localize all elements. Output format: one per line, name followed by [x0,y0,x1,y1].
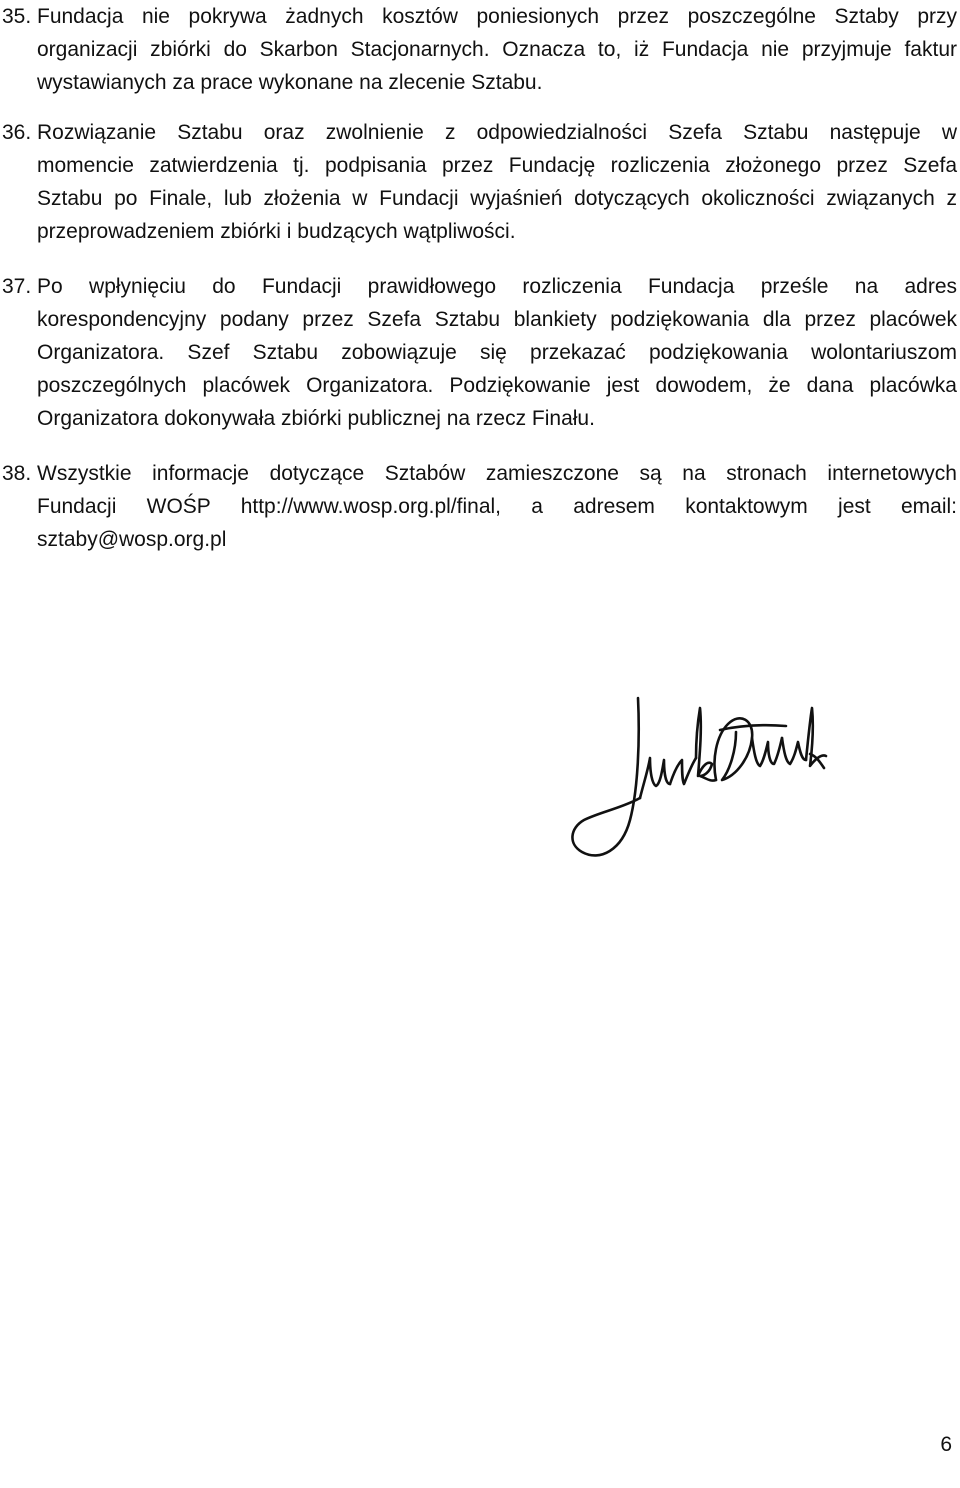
paragraph-number: 36. [2,121,32,144]
text-line: momencie zatwierdzenia tj. podpisania przez Fundację rozliczenia złożonego przez Szefa [37,154,957,177]
text-line: organizacji zbiórki do Skarbon Stacjonarnych. Oznacza to, iż Fundacja nie przyjmuje faktur [37,38,957,61]
paragraph-text [37,116,957,248]
text-line: Wszystkie informacje dotyczące Sztabów zamieszczone są na stronach internetowych [37,462,957,485]
signature-image [560,680,830,870]
text-line: Fundacji WOŚP http://www.wosp.org.pl/final, a adresem kontaktowym jest email: [37,495,957,518]
text-line: Rozwiązanie Sztabu oraz zwolnienie z odpowiedzialności Szefa Sztabu następuje w [37,121,957,144]
text-line: poszczególnych placówek Organizatora. Podziękowanie jest dowodem, że dana placówka [37,374,957,397]
paragraph-number: 38. [2,462,32,485]
text-line: Sztabu po Finale, lub złożenia w Fundacji wyjaśnień dotyczących okoliczności związanych z [37,187,957,210]
text-line: Po wpłynięciu do Fundacji prawidłowego rozliczenia Fundacja prześle na adres [37,275,957,298]
paragraph-text [37,457,957,556]
text-line: Organizatora. Szef Sztabu zobowiązuje się przekazać podziękowania wolontariuszom [37,341,957,364]
text-line: Fundacja nie pokrywa żadnych kosztów poniesionych przez poszczególne Sztaby przy [37,5,957,28]
text-line: wystawianych za prace wykonane na zlecenie Sztabu. [37,71,543,94]
text-line: Organizatora dokonywała zbiórki publicznej na rzecz Finału. [37,407,595,430]
paragraph-number: 37. [2,275,32,298]
page-number: 6 [940,1433,952,1456]
paragraph-text [37,0,957,99]
text-line: przeprowadzeniem zbiórki i budzących wątpliwości. [37,220,516,243]
paragraph-text [37,270,957,435]
paragraph-number: 35. [2,5,32,28]
text-line: korespondencyjny podany przez Szefa Sztabu blankiety podziękowania dla przez placówek [37,308,957,331]
text-line: sztaby@wosp.org.pl [37,528,227,551]
